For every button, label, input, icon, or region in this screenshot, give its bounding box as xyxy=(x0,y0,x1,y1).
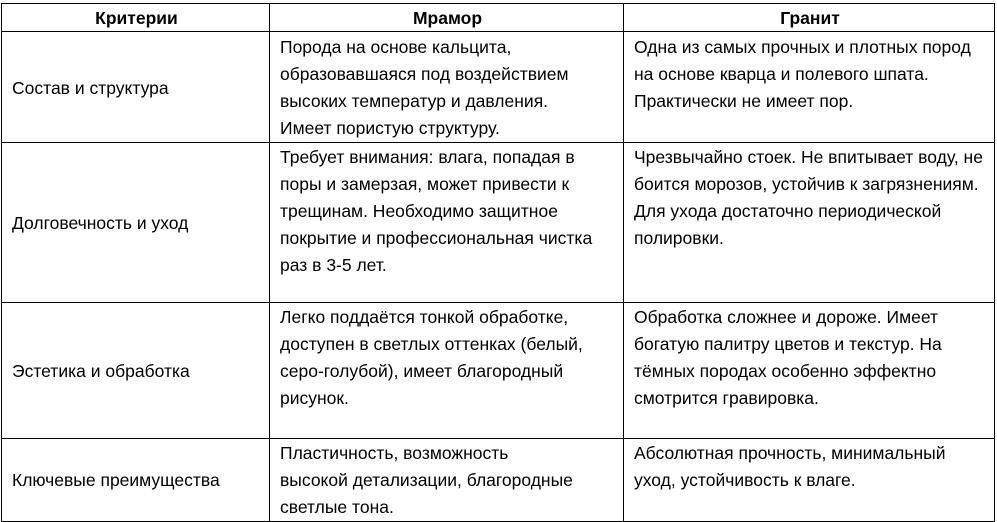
header-granite: Гранит xyxy=(624,4,995,32)
table-row xyxy=(2,439,995,522)
header-marble: Мрамор xyxy=(270,4,624,32)
criterion-cell: Долговечность и уход xyxy=(2,143,270,303)
granite-text: Обработка сложнее и дороже. Имеет богатую палитру цветов и текстур. На тёмных породах особенно эффектно смотрится гравировка. xyxy=(634,307,942,408)
granite-text: Одна из самых прочных и плотных пород на основе кварца и полевого шпата. Практически не имеет пор. xyxy=(634,37,971,111)
marble-cell xyxy=(270,439,624,522)
granite-cell xyxy=(624,143,995,303)
marble-text: Порода на основе кальцита, образовавшаяся под воздействием высоких температур и давления. Имеет пористую структуру. xyxy=(280,37,569,138)
criterion-cell: Ключевые преимущества xyxy=(2,439,270,522)
marble-cell xyxy=(270,32,624,143)
marble-cell xyxy=(270,303,624,439)
granite-text: Абсолютная прочность, минимальный уход, устойчивость к влаге. xyxy=(634,443,946,490)
marble-text: Пластичность, возможность высокой детализации, благородные светлые тона. xyxy=(280,443,573,517)
table-row xyxy=(2,303,995,439)
header-row xyxy=(2,4,995,32)
table-row xyxy=(2,32,995,143)
criterion-cell: Эстетика и обработка xyxy=(2,303,270,439)
granite-text: Чрезвычайно стоек. Не впитывает воду, не боится морозов, устойчив к загрязнениям. Для ухода достаточно периодической полировки. xyxy=(634,147,983,248)
granite-cell xyxy=(624,303,995,439)
granite-cell xyxy=(624,439,995,522)
criterion-cell: Состав и структура xyxy=(2,32,270,143)
comparison-table xyxy=(1,3,995,522)
marble-cell xyxy=(270,143,624,303)
table-row xyxy=(2,143,995,303)
marble-text: Требует внимания: влага, попадая в поры и замерзая, может привести к трещинам. Необходимо защитное покрытие и профессиональная чистка раз в 3-5 лет. xyxy=(280,147,593,275)
marble-text: Легко поддаётся тонкой обработке, доступен в светлых оттенках (белый, серо-голубой), имеет благородный рисунок. xyxy=(280,307,583,408)
header-criteria: Критерии xyxy=(2,4,270,32)
granite-cell xyxy=(624,32,995,143)
